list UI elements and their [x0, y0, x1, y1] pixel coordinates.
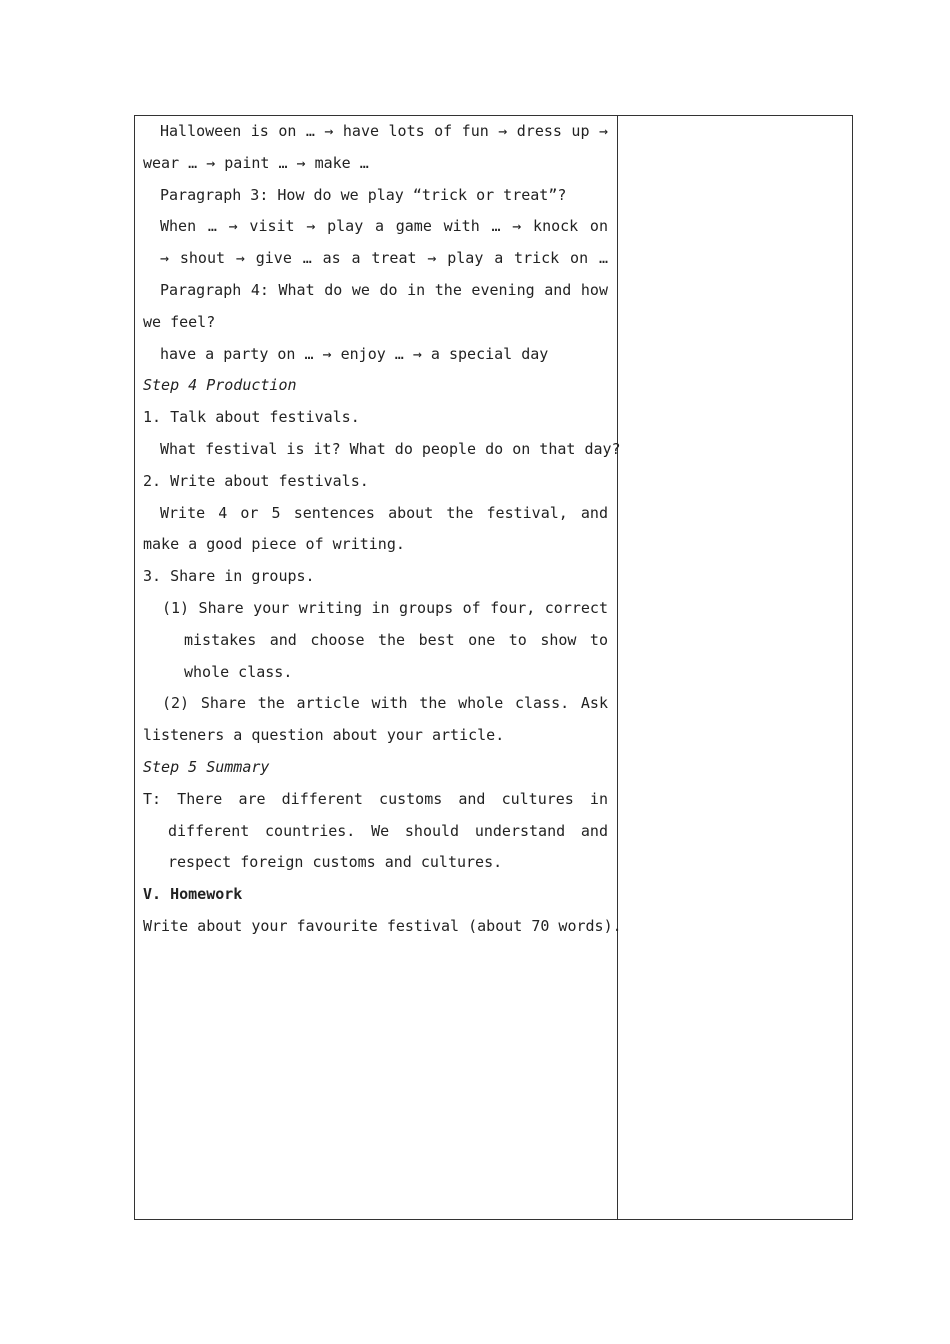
text-line: Paragraph 4: What do we do in the evening and how	[160, 280, 608, 299]
text-line: make a good piece of writing.	[143, 535, 405, 554]
text-line: respect foreign customs and cultures.	[168, 853, 503, 872]
text-line: 1. Talk about festivals.	[143, 408, 360, 427]
lesson-content-cell	[143, 116, 622, 943]
text-line: mistakes and choose the best one to show to	[184, 630, 608, 649]
text-line: have a party on … → enjoy … → a special day	[160, 344, 549, 363]
text-line: (1) Share your writing in groups of four, correct	[162, 598, 608, 617]
text-line: (2) Share the article with the whole class. Ask	[162, 694, 608, 713]
text-line: 2. Write about festivals.	[143, 471, 369, 490]
step-heading: Step 5 Summary	[143, 757, 270, 776]
text-line: Write about your favourite festival (about 70 words).	[143, 916, 622, 935]
step-heading: Step 4 Production	[143, 376, 297, 395]
text-line: listeners a question about your article.	[143, 726, 505, 745]
text-line: Halloween is on … → have lots of fun → dress up →	[160, 122, 608, 140]
text-line: Paragraph 3: How do we play “trick or treat”?	[160, 185, 567, 204]
text-line: Write 4 or 5 sentences about the festival, and	[160, 503, 608, 522]
text-line: When … → visit → play a game with … → knock on	[160, 217, 608, 236]
lesson-table	[134, 115, 853, 1220]
text-line: 3. Share in groups.	[143, 567, 315, 586]
section-heading: V. Homework	[143, 885, 243, 904]
text-line: whole class.	[184, 662, 293, 681]
text-line: → shout → give … as a treat → play a trick on …	[160, 249, 608, 268]
text-line: wear … → paint … → make …	[143, 153, 369, 172]
column-divider	[617, 116, 618, 1219]
text-line: different countries. We should understand and	[168, 821, 608, 840]
text-line: What festival is it? What do people do on that day?	[160, 439, 621, 458]
text-line: T: There are different customs and cultures in	[143, 789, 608, 808]
text-line: we feel?	[143, 312, 216, 331]
